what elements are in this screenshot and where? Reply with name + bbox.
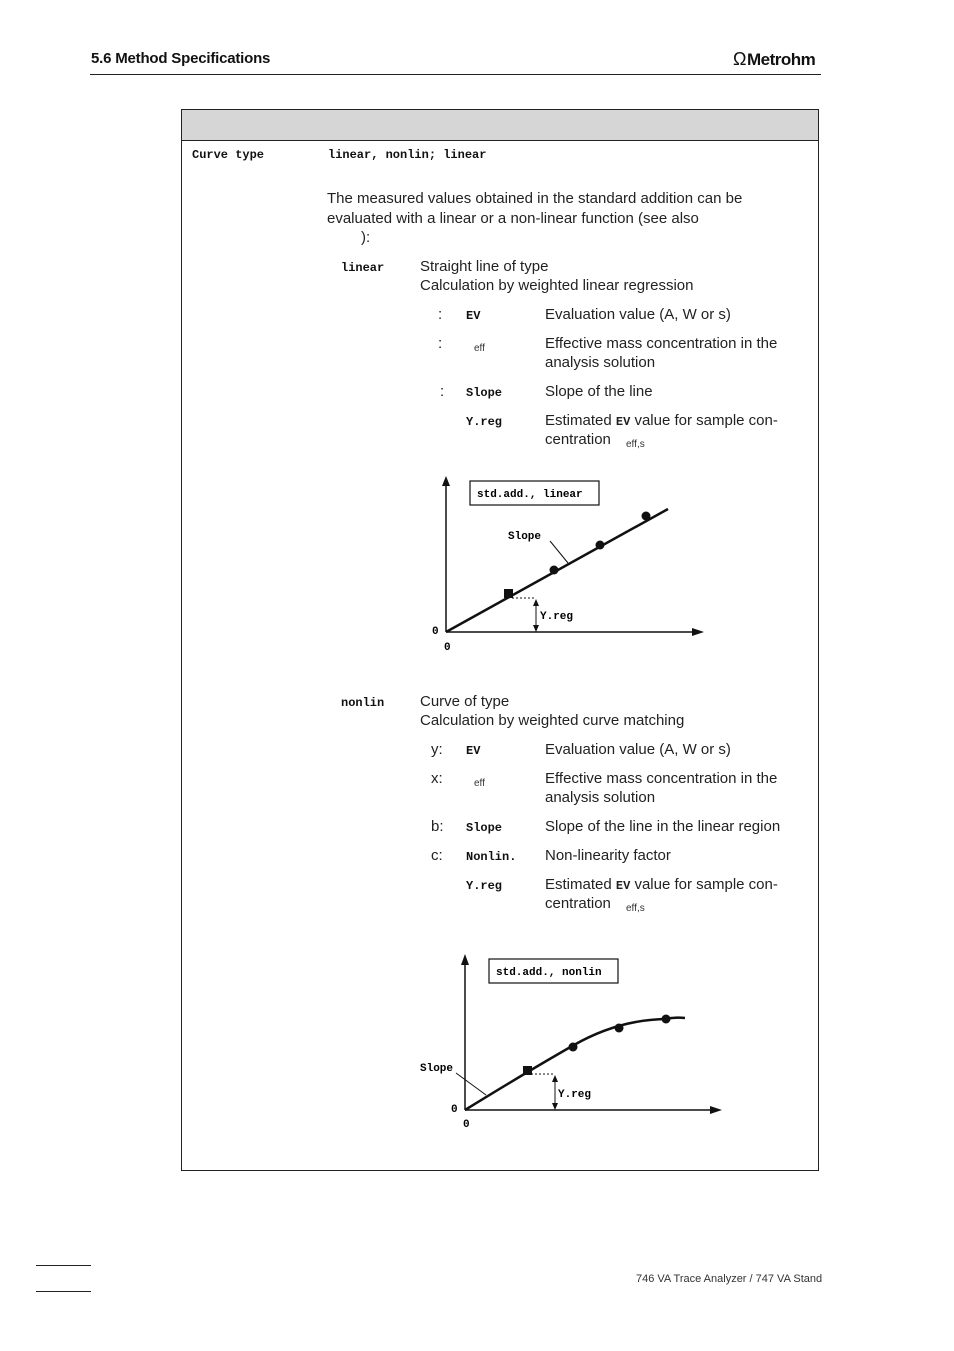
description-line-1: The measured values obtained in the standard addition can be xyxy=(327,190,743,207)
nonlin-row2-desc2: analysis solution xyxy=(545,789,656,806)
sample-point xyxy=(504,589,513,598)
linear-key: linear xyxy=(341,261,385,275)
ev-code: EV xyxy=(615,879,631,893)
slope-leader xyxy=(456,1073,486,1095)
slope-label: Slope xyxy=(420,1063,454,1075)
data-point xyxy=(550,566,559,575)
linear-row3-code: Slope xyxy=(466,386,503,400)
linear-row1-prefix: : xyxy=(438,306,443,323)
linear-row3-desc: Slope of the line xyxy=(545,383,653,400)
linear-line-2: Calculation by weighted linear regression xyxy=(420,277,694,294)
origin-y: 0 xyxy=(432,626,439,638)
linear-chart xyxy=(400,470,720,660)
yreg-label: Y.reg xyxy=(540,611,574,623)
footer-rule-bottom xyxy=(36,1291,91,1292)
linear-row2-desc2: analysis solution xyxy=(545,354,656,371)
origin-y: 0 xyxy=(451,1104,458,1116)
footer-rule-top xyxy=(36,1265,91,1266)
yreg-arrow-bottom xyxy=(533,625,539,632)
section-title: 5.6 Method Specifications xyxy=(91,50,271,67)
metrohm-logo xyxy=(733,49,815,70)
param-values: linear, nonlin; linear xyxy=(328,148,487,162)
nonlin-row2-sub: eff xyxy=(474,778,485,789)
nonlin-line-2: Calculation by weighted curve matching xyxy=(420,712,685,729)
linear-row4-desc1: Estimated EV value for sample con- xyxy=(545,412,778,429)
nonlin-row4-prefix: c: xyxy=(431,847,443,864)
nonlin-key: nonlin xyxy=(341,696,385,710)
parameter-box-header xyxy=(182,110,818,141)
yreg-arrow-top xyxy=(533,599,539,606)
data-point xyxy=(662,1015,671,1024)
nonlin-row1-prefix: y: xyxy=(431,741,443,758)
data-point xyxy=(615,1024,624,1033)
nonlin-row5-desc1: Estimated EV value for sample con- xyxy=(545,876,778,893)
omega-icon: Ω xyxy=(733,49,746,69)
description-line-2: evaluated with a linear or a non-linear function (see also xyxy=(327,210,699,227)
data-point xyxy=(642,512,651,521)
y-axis-arrow xyxy=(461,954,469,965)
nonlin-row4-desc: Non-linearity factor xyxy=(545,847,671,864)
y-axis-arrow xyxy=(442,476,450,486)
nonlin-chart xyxy=(410,945,740,1140)
yreg-arrow-top xyxy=(552,1075,558,1082)
data-point xyxy=(596,541,605,550)
linear-row3-prefix: : xyxy=(440,383,445,400)
yreg-label: Y.reg xyxy=(558,1089,592,1101)
origin-x: 0 xyxy=(463,1119,470,1131)
nonlin-row3-desc: Slope of the line in the linear region xyxy=(545,818,781,835)
linear-row4-code: Y.reg xyxy=(466,415,503,429)
description-line-3: ): xyxy=(361,229,371,246)
linear-row1-code: EV xyxy=(466,309,481,323)
nonlin-row2-prefix: x: xyxy=(431,770,443,787)
chart-title: std.add., nonlin xyxy=(496,967,602,979)
linear-row4-desc2: centration xyxy=(545,431,611,448)
header-rule xyxy=(90,74,821,75)
nonlin-row1-desc: Evaluation value (A, W or s) xyxy=(545,741,731,758)
param-name: Curve type xyxy=(192,148,265,162)
linear-row2-sub: eff xyxy=(474,343,485,354)
data-point xyxy=(569,1043,578,1052)
linear-row1-desc: Evaluation value (A, W or s) xyxy=(545,306,731,323)
nonlin-line-1: Curve of type xyxy=(420,693,510,710)
nonlin-row5-code: Y.reg xyxy=(466,879,503,893)
chart-title: std.add., linear xyxy=(477,489,583,501)
nonlin-row4-code: Nonlin. xyxy=(466,850,517,864)
nonlin-row2-desc1: Effective mass concentration in the xyxy=(545,770,778,787)
nonlin-row5-sub: eff,s xyxy=(626,903,645,914)
logo-text: Metrohm xyxy=(746,50,816,69)
slope-label: Slope xyxy=(508,531,542,543)
ev-code: EV xyxy=(615,415,631,429)
linear-row2-desc1: Effective mass concentration in the xyxy=(545,335,778,352)
linear-line-1: Straight line of type xyxy=(420,258,549,275)
linear-row4-sub: eff,s xyxy=(626,439,645,450)
linear-row2-prefix: : xyxy=(438,335,443,352)
slope-leader xyxy=(550,541,568,563)
nonlin-row5-desc2: centration xyxy=(545,895,611,912)
nonlin-row3-prefix: b: xyxy=(431,818,444,835)
yreg-arrow-bottom xyxy=(552,1103,558,1110)
nonlin-row1-code: EV xyxy=(466,744,481,758)
x-axis-arrow xyxy=(692,628,704,636)
x-axis-arrow xyxy=(710,1106,722,1114)
origin-x: 0 xyxy=(444,642,451,654)
sample-point xyxy=(523,1066,532,1075)
footer-product: 746 VA Trace Analyzer / 747 VA Stand xyxy=(636,1273,823,1285)
nonlin-row3-code: Slope xyxy=(466,821,503,835)
